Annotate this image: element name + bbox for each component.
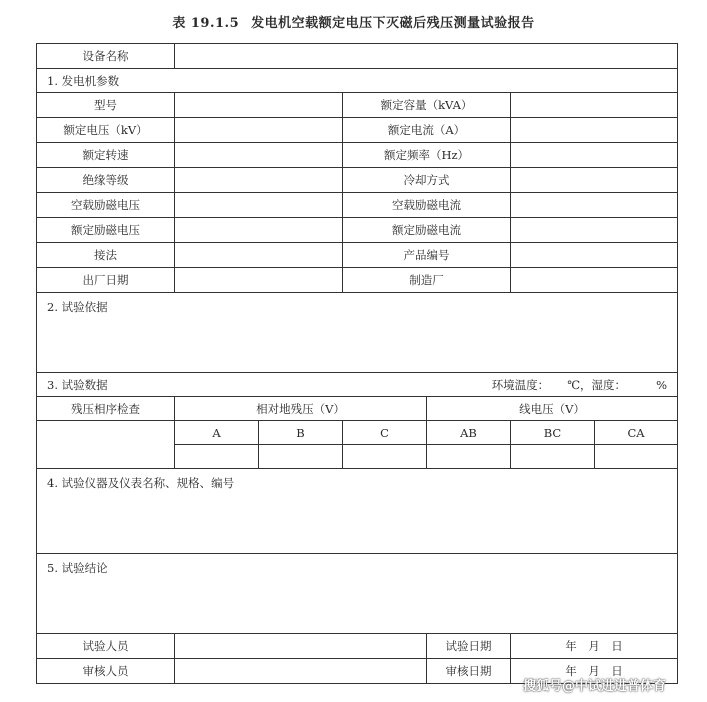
residual-check-value[interactable] [37,421,175,469]
residual-check-label: 残压相序检查 [37,397,175,421]
col-header: CA [595,421,678,445]
param-label: 制造厂 [343,268,511,293]
phase-group-header: 相对地残压（V） [175,397,427,421]
watermark: 搜狐号@中试进进普体育 [523,679,667,694]
param-value[interactable] [511,268,678,293]
param-label: 空载励磁电压 [37,193,175,218]
section5-conclusion[interactable] [37,554,678,634]
tester-label: 试验人员 [37,634,175,659]
param-value[interactable] [175,143,343,168]
param-value[interactable] [175,193,343,218]
param-label: 额定转速 [37,143,175,168]
review-date-value[interactable]: 年 月 日 [511,659,678,684]
param-label: 额定频率（Hz） [343,143,511,168]
report-title [0,12,707,31]
reviewer-value[interactable] [175,659,427,684]
line-bc-value[interactable] [511,445,595,469]
env-humidity-unit: % [656,377,667,392]
param-label: 接法 [37,243,175,268]
section2-heading: 2. 试验依据 [47,300,108,314]
param-value[interactable] [511,218,678,243]
section4-instruments[interactable] [37,469,678,554]
param-label: 空载励磁电流 [343,193,511,218]
param-label: 额定励磁电压 [37,218,175,243]
report-table [36,43,678,684]
param-value[interactable] [511,143,678,168]
param-label: 冷却方式 [343,168,511,193]
phase-a-value[interactable] [175,445,259,469]
line-ab-value[interactable] [427,445,511,469]
param-value[interactable] [175,93,343,118]
param-value[interactable] [511,168,678,193]
section2-basis[interactable] [37,293,678,373]
param-value[interactable] [511,193,678,218]
test-date-value[interactable]: 年 月 日 [511,634,678,659]
test-date-label: 试验日期 [427,634,511,659]
section1-heading: 1. 发电机参数 [37,69,678,93]
device-name-value[interactable] [175,44,678,69]
line-group-header: 线电压（V） [427,397,678,421]
line-ca-value[interactable] [595,445,678,469]
device-name-label: 设备名称 [37,44,175,69]
table-number: 表 19.1.5 [172,16,240,31]
reviewer-label: 审核人员 [37,659,175,684]
param-value[interactable] [175,218,343,243]
param-label: 出厂日期 [37,268,175,293]
section5-heading: 5. 试验结论 [47,561,108,575]
title-text: 发电机空载额定电压下灭磁后残压测量试验报告 [251,16,535,31]
env-temp-unit: ℃，湿度： [567,377,627,392]
param-label: 绝缘等级 [37,168,175,193]
param-value[interactable] [511,93,678,118]
param-label: 产品编号 [343,243,511,268]
col-header: B [259,421,343,445]
param-value[interactable] [175,268,343,293]
section3-heading: 3. 试验数据 [47,377,108,392]
param-value[interactable] [175,243,343,268]
param-label: 额定励磁电流 [343,218,511,243]
review-date-label: 审核日期 [427,659,511,684]
col-header: A [175,421,259,445]
phase-c-value[interactable] [343,445,427,469]
tester-value[interactable] [175,634,427,659]
param-label: 额定电压（kV） [37,118,175,143]
phase-b-value[interactable] [259,445,343,469]
param-label: 额定容量（kVA） [343,93,511,118]
environment-conditions [488,377,673,393]
param-label: 额定电流（A） [343,118,511,143]
section4-heading: 4. 试验仪器及仪表名称、规格、编号 [47,476,235,490]
section3-header [37,373,678,397]
col-header: AB [427,421,511,445]
param-value[interactable] [175,168,343,193]
col-header: C [343,421,427,445]
param-value[interactable] [511,118,678,143]
param-value[interactable] [511,243,678,268]
param-value[interactable] [175,118,343,143]
param-label: 型号 [37,93,175,118]
env-temp-label: 环境温度： [491,377,550,392]
col-header: BC [511,421,595,445]
